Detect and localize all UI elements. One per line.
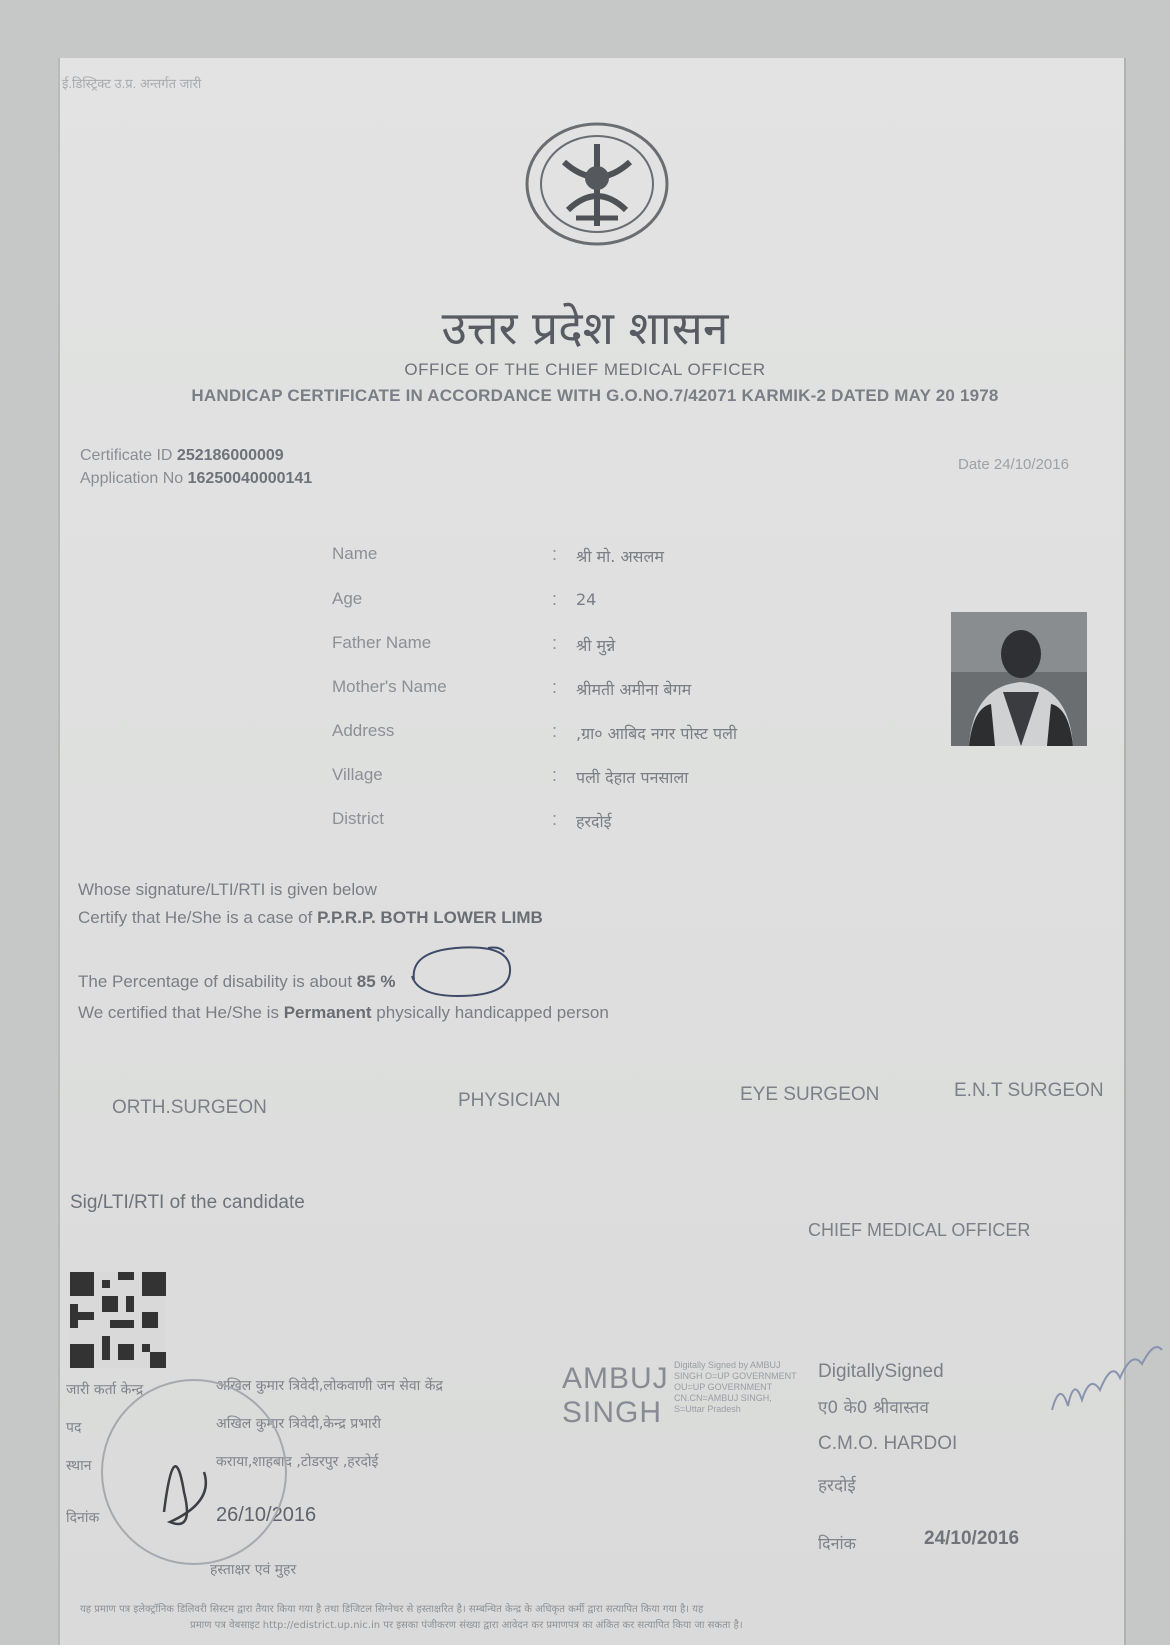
issuer-label-place: स्थान (66, 1458, 92, 1474)
certificate-id: 252186000009 (176, 447, 284, 464)
permanent-suffix: physically handicapped person (376, 1003, 609, 1022)
field-value-father: श्री मुन्ने (576, 636, 616, 655)
sign-and-seal-label: हस्ताक्षर एवं मुहर (210, 1562, 297, 1578)
cmo-label: CHIEF MEDICAL OFFICER (808, 1220, 1031, 1240)
permanent-line (78, 1003, 609, 1023)
handwritten-scribble (1046, 1320, 1166, 1430)
footer-note (80, 1602, 1140, 1634)
digital-signer-last: SINGH (562, 1396, 663, 1429)
condition-prefix: Certify that He/She is a case of (78, 908, 313, 927)
field-value-village: पली देहात पनसाला (576, 768, 689, 787)
digital-sign-block (818, 1354, 957, 1504)
field-colon: : (552, 589, 558, 609)
issuer-name: अखिल कुमार त्रिवेदी,लोकवाणी जन सेवा केंद्र (216, 1378, 443, 1394)
digital-signer-name (562, 1362, 669, 1430)
issuer-date: 26/10/2016 (216, 1504, 317, 1526)
field-label-father: Father Name (332, 633, 432, 652)
field-label-name: Name (332, 544, 378, 563)
cmo-designation: C.M.O. HARDOI (818, 1433, 958, 1454)
candidate-photo (951, 612, 1087, 746)
field-value-age: 24 (576, 590, 597, 609)
field-label-village: Village (332, 765, 383, 784)
issuer-label-date: दिनांक (66, 1510, 100, 1526)
digital-signature-details: Digitally Signed by AMBUJ SINGH O=UP GOVERNMENT OU=UP GOVERNMENT CN.CN=AMBUJ SINGH, S=Uttar Pradesh (674, 1360, 797, 1414)
condition-value: P.P.R.P. BOTH LOWER LIMB (317, 908, 543, 927)
digital-date: 24/10/2016 (924, 1528, 1020, 1549)
certificate-meta (80, 444, 312, 490)
pen-circle-annotation (404, 940, 516, 1002)
up-government-emblem-icon (524, 122, 670, 246)
field-colon: : (552, 633, 558, 653)
issuer-label-centre: जारी कर्ता केन्द्र (66, 1382, 144, 1398)
field-colon: : (552, 765, 558, 785)
permanent-prefix: We certified that He/She is (78, 1003, 279, 1022)
title-hindi: उत्तर प्रदेश शासन (441, 301, 729, 355)
office-name: OFFICE OF THE CHIEF MEDICAL OFFICER (404, 360, 766, 379)
field-colon: : (552, 677, 558, 697)
condition-line (78, 908, 543, 928)
ent-surgeon-label: E.N.T SURGEON (954, 1080, 1104, 1101)
footer-line-1: यह प्रमाण पत्र इलेक्ट्रॉनिक डिलिवरी सिस्टम द्वारा तैयार किया गया है तथा डिजिटल सिग्नेचर से हस्ताक्षरित है। सम्बन्धित केन्द्र के अधिकृत कर्मी द्वारा सत्यापित किया गया है। यह (80, 1604, 704, 1615)
application-no-label: Application No (80, 470, 184, 487)
permanent-word: Permanent (283, 1003, 372, 1022)
orth-surgeon-label: ORTH.SURGEON (112, 1097, 267, 1118)
field-colon: : (552, 809, 558, 829)
field-colon: : (552, 544, 558, 564)
field-label-mother: Mother's Name (332, 677, 447, 696)
issuer-designation: अखिल कुमार त्रिवेदी,केन्द्र प्रभारी (216, 1416, 382, 1432)
cmo-name-hindi: ए0 के0 श्रीवास्तव (818, 1398, 929, 1418)
certificate-id-label: Certificate ID (80, 447, 173, 464)
field-label-address: Address (332, 721, 395, 740)
field-value-name: श्री मो. असलम (576, 547, 664, 566)
field-colon: : (552, 721, 558, 741)
percentage-prefix: The Percentage of disability is about (78, 972, 353, 991)
percentage-line (78, 972, 396, 992)
top-small-text: ई.डिस्ट्रिक्ट उ.प्र. अन्तर्गत जारी (62, 76, 202, 91)
digital-date-label: दिनांक (818, 1534, 856, 1553)
digital-signer-first: AMBUJ (562, 1362, 669, 1395)
field-value-mother: श्रीमती अमीना बेगम (576, 680, 692, 699)
field-label-age: Age (332, 589, 363, 608)
signature-given-line: Whose signature/LTI/RTI is given below (78, 880, 377, 899)
certificate-type: HANDICAP CERTIFICATE IN ACCORDANCE WITH G.O.NO.7/42071 KARMIK-2 DATED MAY 20 1978 (191, 386, 999, 405)
issuer-place: कराया,शाहबाद ,टोडरपुर ,हरदोई (216, 1454, 379, 1470)
eye-surgeon-label: EYE SURGEON (740, 1084, 880, 1105)
digitally-signed-label: DigitallySigned (818, 1361, 944, 1382)
issuer-seal-and-signature (84, 1372, 304, 1572)
field-label-district: District (332, 809, 384, 828)
application-no: 16250040000141 (187, 470, 313, 487)
date-label: Date (958, 456, 990, 473)
candidate-signature-label: Sig/LTI/RTI of the candidate (70, 1192, 305, 1213)
qr-code-icon (70, 1272, 166, 1368)
percentage-value: 85 % (356, 972, 396, 991)
date-value: 24/10/2016 (993, 456, 1069, 473)
issuer-label-designation: पद (66, 1420, 82, 1436)
field-value-district: हरदोई (576, 812, 612, 831)
field-value-address: ,ग्रा० आबिद नगर पोस्ट पली (576, 724, 738, 743)
district-hindi: हरदोई (818, 1476, 856, 1496)
footer-line-2: प्रमाण पत्र वेबसाइट http://edistrict.up.nic.in पर इसका पंजीकरण संख्या द्वारा आवेदन कर प्रमाणपत्र का अंकित कर सत्यापित किया जा सकता है। (190, 1620, 743, 1631)
issue-date (958, 456, 1069, 473)
physician-label: PHYSICIAN (458, 1090, 561, 1111)
